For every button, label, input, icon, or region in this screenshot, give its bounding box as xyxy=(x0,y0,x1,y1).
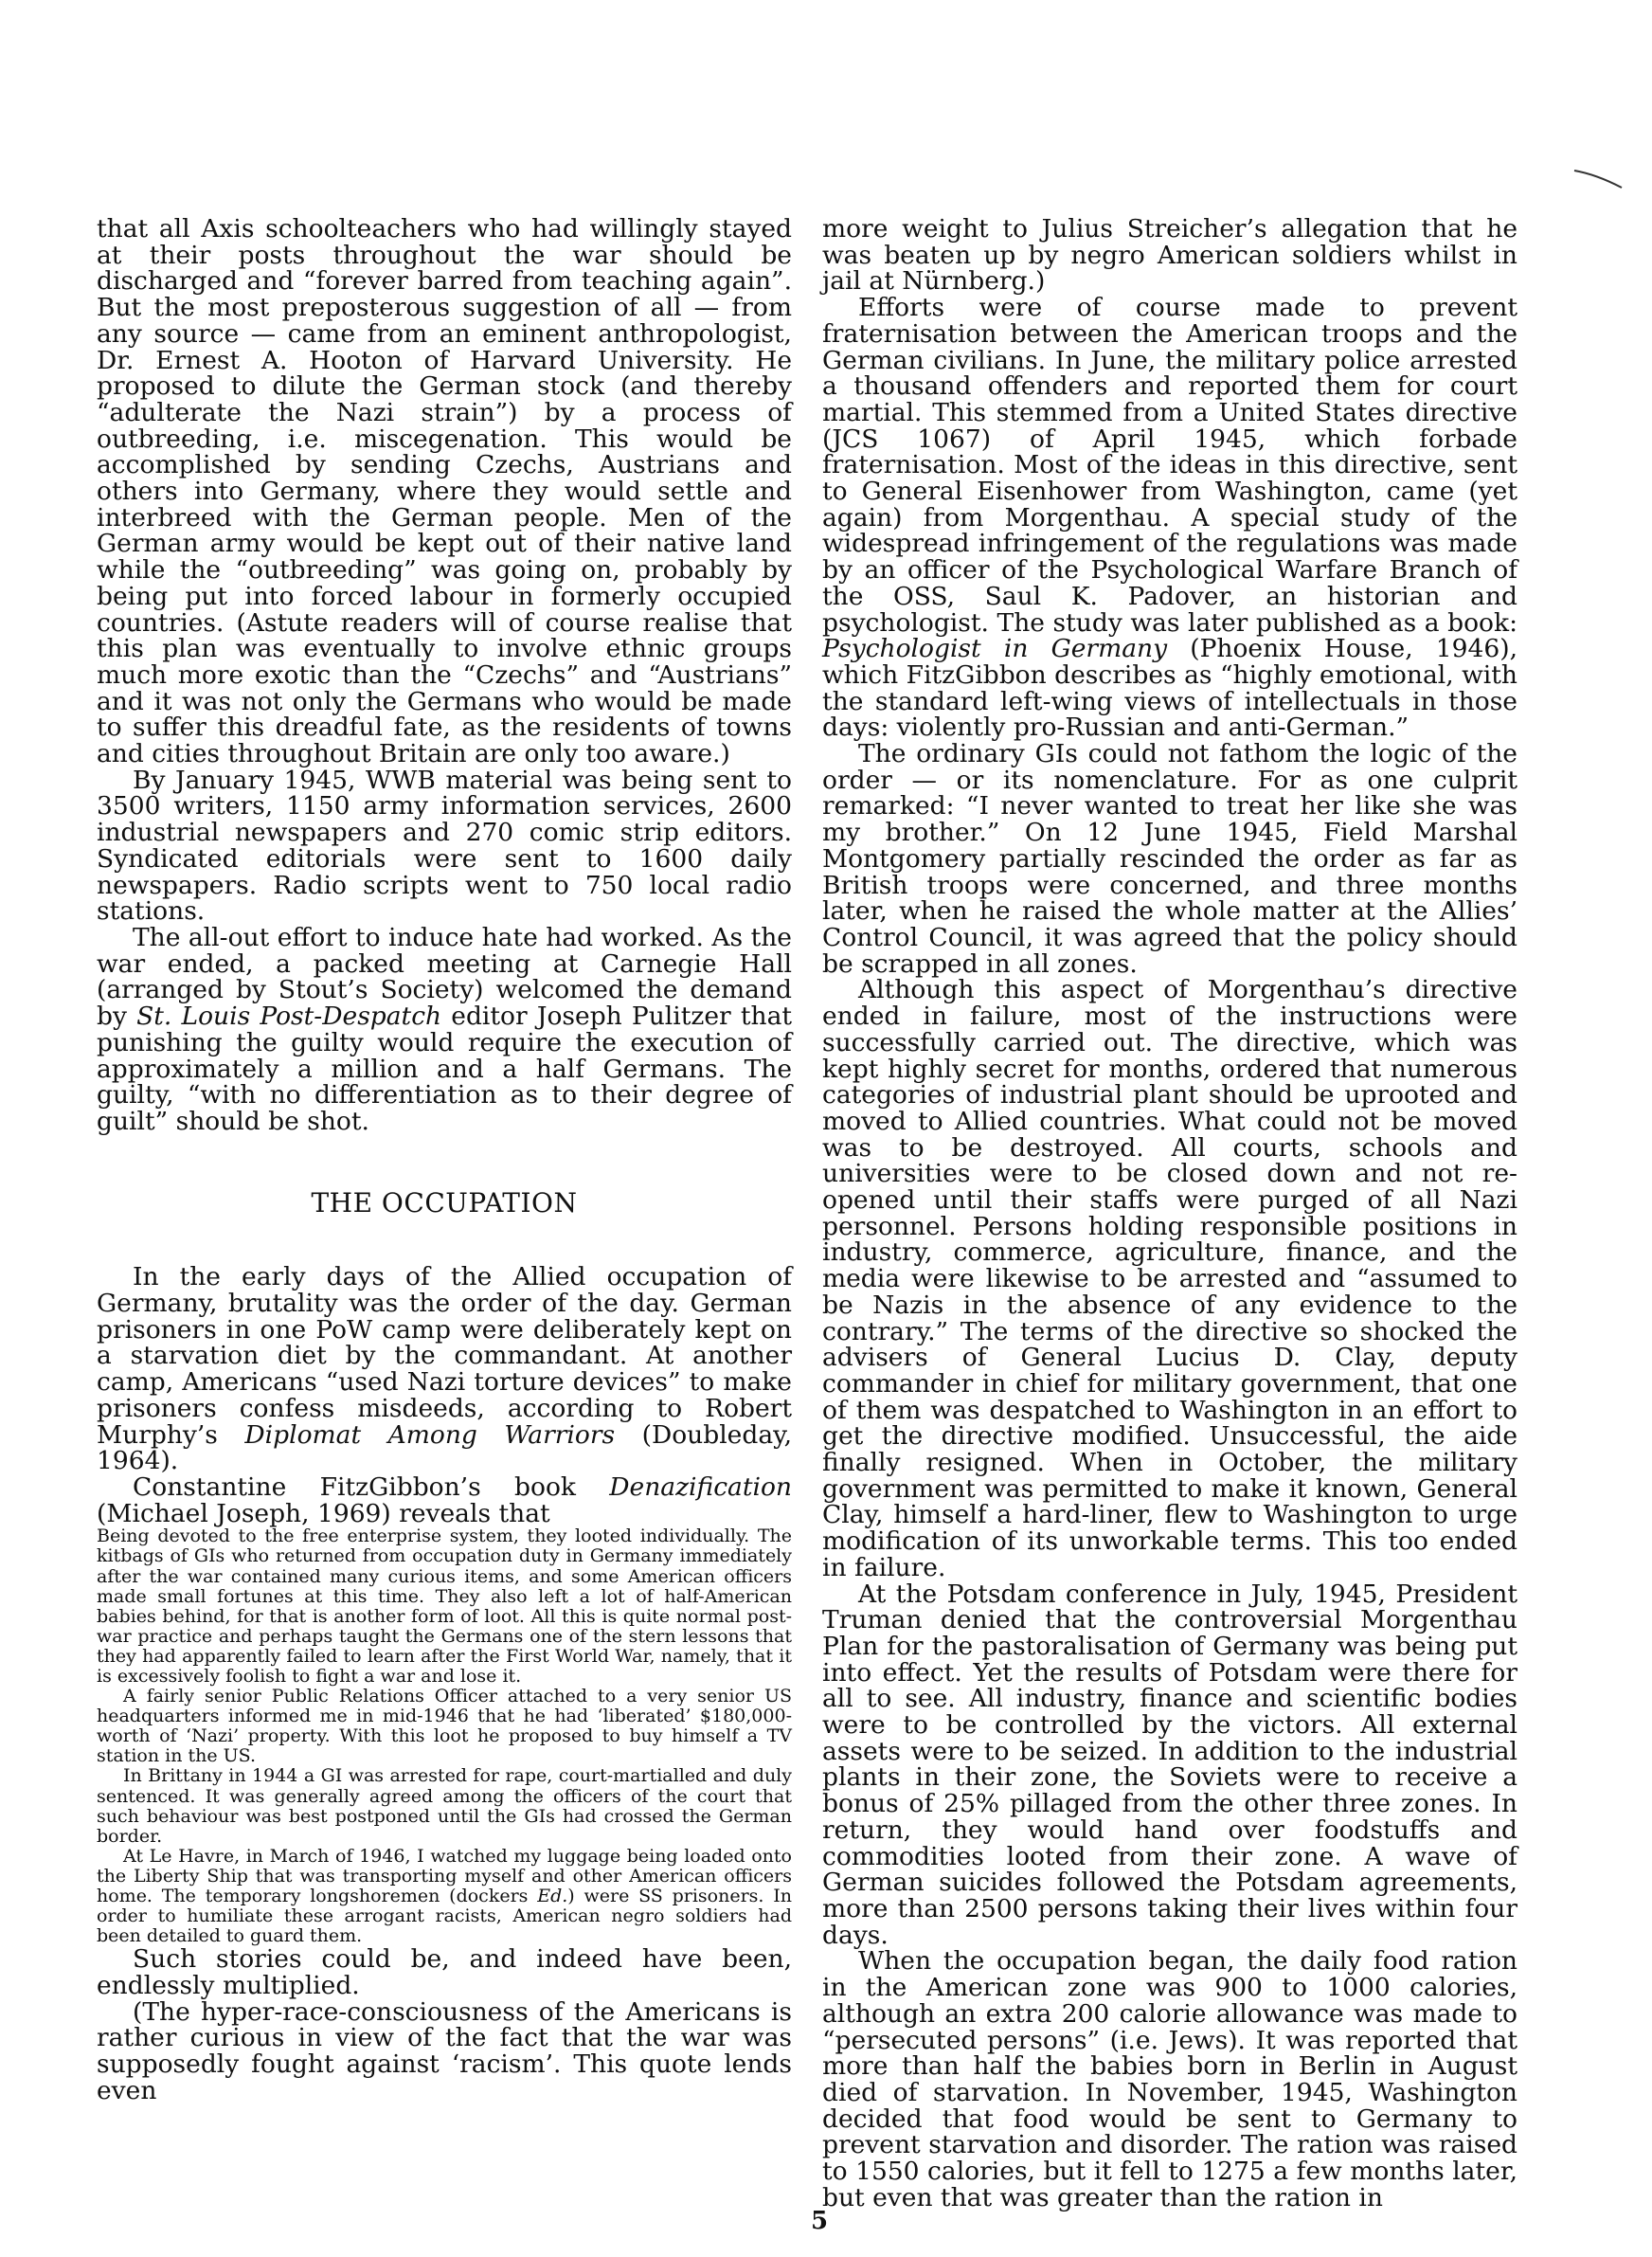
page-number: 5 xyxy=(810,2207,829,2235)
paragraph: Such stories could be, and indeed have been, endlessly multiplied. xyxy=(97,1944,792,2001)
block-quote xyxy=(97,1526,792,1946)
paragraph: (The hyper-race-consciousness of the Americans is rather curious in view of the fact that the war was supposedly fought against ‘racism’. This quote lends even xyxy=(97,1996,792,2105)
paragraph: In the early days of the Allied occupation of Germany, brutality was the order of the day. German prisoners in one PoW camp were deliberately kept on a starvation diet by the commandant. At another camp, Americans “used Nazi torture devices” to make prisoners confess misdeeds, according to Robert Murphy’s Diplomat Among Warriors (Doubleday, 1964). xyxy=(97,1262,792,1476)
scan-mark xyxy=(1572,163,1629,191)
quote-paragraph: A fairly senior Public Relations Officer attached to a very senior US headquarters informed me in mid-1946 that he had ‘liberated’ $180,000-worth of ‘Nazi’ property. With this loot he proposed to buy himself a TV station in the US. xyxy=(97,1686,792,1767)
quote-paragraph: At Le Havre, in March of 1946, I watched my luggage being loaded onto the Liberty Ship that was transporting myself and other American officers home. The temporary longshoremen (dockers Ed.) were SS prisoners. In order to humiliate these arrogant racists, American negro soldiers had been detailed to guard them. xyxy=(97,1845,792,1947)
right-column xyxy=(822,216,1517,2211)
quote-paragraph: Being devoted to the free enterprise system, they looted individually. The kitbags of GIs who returned from occupation duty in Germany immediately after the war contained many curious items, and some American officers made small fortunes at this time. They also left a lot of half-American babies behind, for that is another form of loot. All this is quite normal post-war practice and perhaps taught the Germans one of the stern lessons that they had apparently failed to learn after the First World War, namely, that it is excessively foolish to fight a war and lose it. xyxy=(97,1526,792,1687)
section-heading: THE OCCUPATION xyxy=(311,1186,578,1219)
left-column xyxy=(97,216,792,2104)
paragraph: The all-out effort to induce hate had worked. As the war ended, a packed meeting at Carnegie Hall (arranged by Stout’s Society) welcomed the demand by St. Louis Post-Despatch editor Joseph Pulitzer that punishing the guilty would require the execution of approximately a million and a half Germans. The guilty, “with no differentiation as to their degree of guilt” should be shot. xyxy=(97,922,793,1136)
paragraph: Efforts were of course made to prevent fraternisation between the American troops and the German civilians. In June, the military police arrested a thousand offenders and reported them for court martial. This stemmed from a United States directive (JCS 1067) of April 1945, which forbade fraternisation. Most of the ideas in this directive, sent to General Eisenhower from Washington, came (yet again) from Morgenthau. A special study of the widespread infringement of the regulations was made by an officer of the Psychological Warfare Branch of the OSS, Saul K. Padover, an historian and psychologist. The study was later published as a book: Psychologist in Germany (Phoenix House, 1946), which FitzGibbon describes as “highly emotional, with the standard left-wing views of intellectuals in those days: violently pro-Russian and anti-German.” xyxy=(822,293,1518,743)
paragraph: Constantine FitzGibbon’s book Denazification (Michael Joseph, 1969) reveals that xyxy=(97,1472,792,1528)
paragraph: Although this aspect of Morgenthau’s directive ended in failure, most of the instructions were successfully carried out. The directive, which was kept highly secret for months, ordered that numerous categories of industrial plant should be uprooted and moved to Allied countries. What could not be moved was to be destroyed. All courts, schools and universities were to be closed down and not re-opened until their staffs were purged of all Nazi personnel. Persons holding responsible positions in industry, commerce, agriculture, finance, and the media were likewise to be arrested and “assumed to be Nazis in the absence of any evidence to the contrary.” The terms of the directive so shocked the advisers of General Lucius D. Clay, deputy commander in chief for military government, that one of them was despatched to Washington in an effort to get the directive modified. Unsuccessful, the aide finally resigned. When in October, the military government was permitted to make it known, General Clay, himself a hard-liner, flew to Washington to urge modification of its unworkable terms. This too ended in failure. xyxy=(822,975,1517,1582)
paragraph: more weight to Julius Streicher’s allegation that he was beaten up by negro American soldiers whilst in jail at Nürnberg.) xyxy=(822,214,1517,297)
paragraph: By January 1945, WWB material was being sent to 3500 writers, 1150 army information services, 2600 industrial newspapers and 270 comic strip editors. Syndicated editorials were sent to 1600 daily newspapers. Radio scripts went to 750 local radio stations. xyxy=(97,765,792,927)
quote-paragraph: In Brittany in 1944 a GI was arrested for rape, court-martialled and duly sentenced. It was generally agreed among the officers of the court that such behaviour was best postponed until the GIs had crossed the German border. xyxy=(97,1765,792,1847)
paragraph: When the occupation began, the daily food ration in the American zone was 900 to 1000 calories, although an extra 200 calorie allowance was made to “persecuted persons” (i.e. Jews). It was reported that more than half the babies born in Berlin in August died of starvation. In November, 1945, Washington decided that food would be sent to Germany to prevent starvation and disorder. The ration was raised to 1550 calories, but it fell to 1275 a few months later, but even that was greater than the ration in xyxy=(822,1946,1517,2212)
paragraph: The ordinary GIs could not fathom the logic of the order — or its nomenclature. For as one culprit remarked: “I never wanted to treat her like she was my brother.” On 12 June 1945, Field Marshal Montgomery partially rescinded the order as far as British troops were concerned, and three months later, when he raised the whole matter at the Allies’ Control Council, it was agreed that the policy should be scrapped in all zones. xyxy=(822,739,1517,979)
paragraph: At the Potsdam conference in July, 1945, President Truman denied that the controversial Morgenthau Plan for the pastoralisation of Germany was being put into effect. Yet the results of Potsdam were there for all to see. All industry, finance and scientific bodies were to be controlled by the victors. All external assets were to be seized. In addition to the industrial plants in their zone, the Soviets were to receive a bonus of 25% pillaged from the other three zones. In return, they would hand over foodstuffs and commodities looted from their zone. A wave of German suicides followed the Potsdam agreements, more than 2500 persons taking their lives within four days. xyxy=(822,1579,1517,1950)
paragraph: that all Axis schoolteachers who had willingly stayed at their posts throughout the war should be discharged and “forever barred from teaching again”. But the most preposterous suggestion of all — from any source — came from an eminent anthropologist, Dr. Ernest A. Hooton of Harvard University. He proposed to dilute the German stock (and thereby “adulterate the Nazi strain”) by a process of outbreeding, i.e. miscegenation. This would be accomplished by sending Czechs, Austrians and others into Germany, where they would settle and interbreed with the German people. Men of the German army would be kept out of their native land while the “outbreeding” was going on, probably by being put into forced labour in formerly occupied countries. (Astute readers will of course realise that this plan was eventually to involve ethnic groups much more exotic than the “Czechs” and “Austrians” and it was not only the Germans who would be made to suffer this dreadful fate, as the residents of towns and cities throughout Britain are only too aware.) xyxy=(97,214,792,769)
